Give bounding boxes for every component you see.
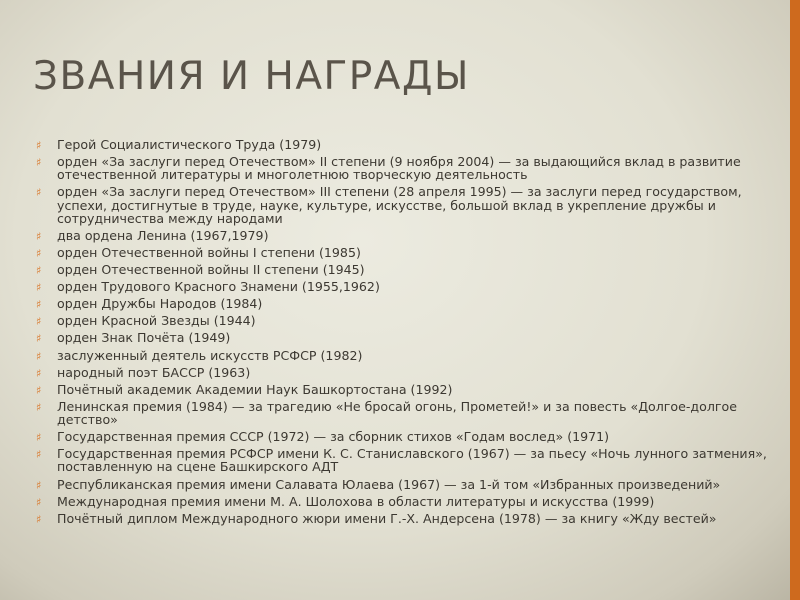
bullet-icon: ♯ — [36, 431, 42, 445]
list-item-text: Почётный академик Академии Наук Башкортостана (1992) — [57, 381, 453, 397]
bullet-icon: ♯ — [36, 349, 42, 363]
bullet-icon: ♯ — [36, 139, 42, 152]
list-item — [36, 430, 771, 443]
list-item-text: два ордена Ленина (1967,1979) — [57, 227, 269, 243]
list-item — [36, 185, 771, 225]
bullet-icon: ♯ — [36, 448, 42, 462]
list-item — [36, 383, 771, 396]
bullet-icon: ♯ — [36, 366, 42, 380]
list-item-text: орден Дружбы Народов (1984) — [57, 296, 263, 312]
list-item-text: Международная премия имени М. А. Шолохова в области литературы и искусства (1999) — [57, 493, 655, 509]
bullet-icon: ♯ — [36, 281, 42, 295]
list-item — [36, 495, 771, 508]
accent-bar — [790, 0, 800, 600]
list-item — [36, 138, 771, 151]
list-item — [36, 512, 771, 525]
awards-list — [36, 138, 771, 529]
bullet-icon: ♯ — [36, 512, 42, 526]
bullet-icon: ♯ — [36, 298, 42, 312]
list-item-text: орден Знак Почёта (1949) — [57, 330, 231, 346]
list-item — [36, 447, 771, 473]
bullet-icon: ♯ — [36, 264, 42, 278]
bullet-icon: ♯ — [36, 246, 42, 260]
list-item — [36, 246, 771, 259]
list-item — [36, 297, 771, 310]
list-item-text: Государственная премия СССР (1972) — за сборник стихов «Годам вослед» (1971) — [57, 429, 610, 445]
slide-title: ЗВАНИЯ И НАГРАДЫ — [33, 54, 470, 99]
bullet-icon: ♯ — [36, 332, 42, 346]
list-item-text: орден «За заслуги перед Отечеством» III степени (28 апреля 1995) — за заслуги перед государством, успехи, достигнутые в труде, науке, культуре, искусстве, большой вклад в укрепление дружбы и сотрудничества между народами — [57, 184, 742, 226]
list-item — [36, 229, 771, 242]
list-item-text: орден Красной Звезды (1944) — [57, 313, 256, 329]
bullet-icon: ♯ — [36, 156, 42, 170]
list-item — [36, 314, 771, 327]
bullet-icon: ♯ — [36, 383, 42, 397]
bullet-icon: ♯ — [36, 229, 42, 243]
list-item — [36, 263, 771, 276]
list-item — [36, 331, 771, 344]
bullet-icon: ♯ — [36, 315, 42, 329]
list-item — [36, 478, 771, 491]
list-item-text: орден Трудового Красного Знамени (1955,1962) — [57, 279, 380, 295]
bullet-icon: ♯ — [36, 478, 42, 492]
list-item — [36, 366, 771, 379]
bullet-icon: ♯ — [36, 400, 42, 414]
list-item-text: Государственная премия РСФСР имени К. С. Станиславского (1967) — за пьесу «Ночь лунного затмения», поставленную на сцене Башкирского АДТ — [57, 446, 767, 475]
list-item-text: Ленинская премия (1984) — за трагедию «Не бросай огонь, Прометей!» и за повесть «Долгое-долгое детство» — [57, 398, 737, 428]
bullet-icon: ♯ — [36, 186, 42, 200]
list-item-text: народный поэт БАССР (1963) — [57, 364, 251, 380]
list-item — [36, 349, 771, 362]
list-item-text: заслуженный деятель искусств РСФСР (1982) — [57, 347, 363, 363]
list-item — [36, 400, 771, 426]
list-item-text: орден Отечественной войны I степени (1985) — [57, 244, 361, 260]
list-item-text: орден Отечественной войны II степени (1945) — [57, 262, 365, 278]
bullet-icon: ♯ — [36, 495, 42, 509]
list-item — [36, 155, 771, 181]
list-item-text: Герой Социалистического Труда (1979) — [57, 137, 322, 152]
list-item — [36, 280, 771, 293]
list-item-text: Республиканская премия имени Салавата Юлаева (1967) — за 1-й том «Избранных произведений» — [57, 476, 721, 492]
list-item-text: Почётный диплом Международного жюри имени Г.-Х. Андерсена (1978) — за книгу «Жду вестей» — [57, 510, 717, 526]
list-item-text: орден «За заслуги перед Отечеством» II степени (9 ноября 2004) — за выдающийся вклад в развитие отечественной литературы и многолетнюю творческую деятельность — [57, 154, 741, 183]
